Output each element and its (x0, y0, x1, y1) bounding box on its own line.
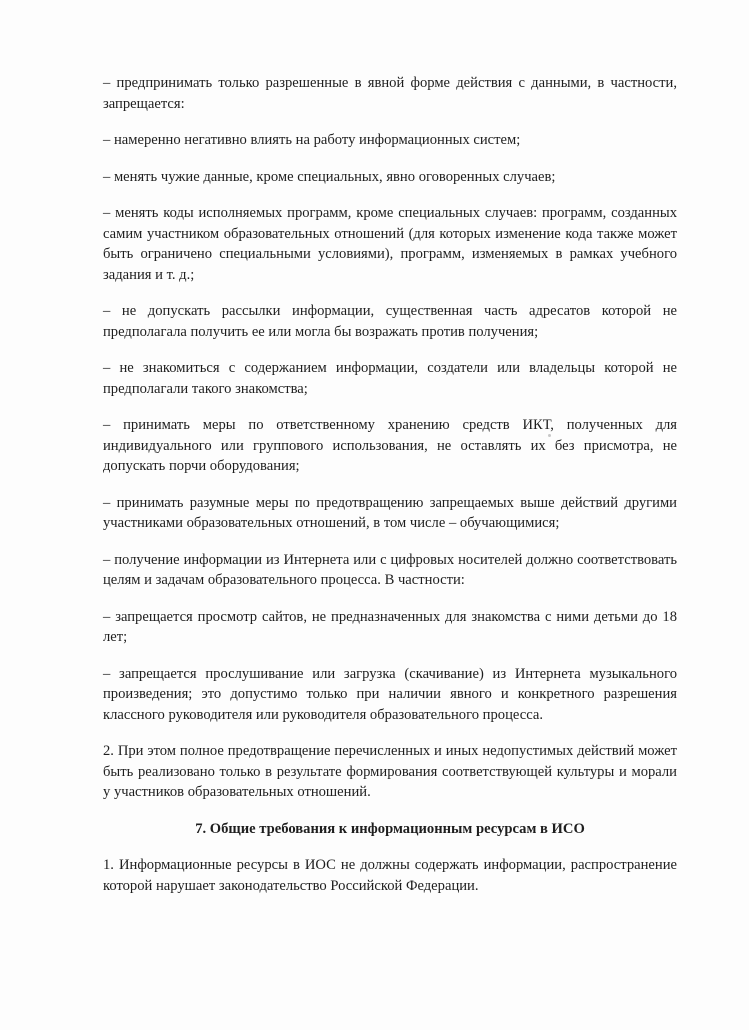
paragraph-10: – запрещается просмотр сайтов, не предназначенных для знакомства с ними детьми до 18 лет; (103, 608, 677, 645)
paragraph-11: – запрещается прослушивание или загрузка (скачивание) из Интернета музыкального произведения; это допустимо только при наличии явного и конкретного разрешения классного руководителя или руководителя образовательного процесса. (103, 665, 677, 723)
paragraph-3: – менять чужие данные, кроме специальных, явно оговоренных случаев; (103, 168, 556, 185)
paragraph-9: – получение информации из Интернета или с цифровых носителей должно соответствовать целям и задачам образовательного процесса. В частности: (103, 551, 677, 588)
scan-speck (548, 434, 551, 437)
paragraph-7: – принимать меры по ответственному хранению средств ИКТ, полученных для индивидуального или группового использования, не оставлять их без присмотра, не допускать порчи оборудования; (103, 417, 677, 474)
paragraph-8: – принимать разумные меры по предотвращению запрещаемых выше действий другими участниками образовательных отношений, в том числе – обучающимися; (103, 494, 677, 531)
paragraph-12: 2. При этом полное предотвращение перечисленных и иных недопустимых действий может быть реализовано только в результате формирования соответствующей культуры и морали у участников образовательных отношений. (103, 743, 677, 800)
paragraph-4: – менять коды исполняемых программ, кроме специальных случаев: программ, созданных самим участником образовательных отношений (для которых изменение кода также может быть ограничено специальными условиями), программ, изменяемых в рамках учебного задания и т. д.; (103, 205, 677, 283)
section-heading: 7. Общие требования к информационным ресурсам в ИСО (195, 820, 585, 837)
paragraph-5: – не допускать рассылки информации, существенная часть адресатов которой не предполагала получить ее или могла бы возражать против получения; (103, 303, 677, 340)
paragraph-6: – не знакомиться с содержанием информации, создатели или владельцы которой не предполагали такого знакомства; (103, 360, 677, 397)
section-paragraph-1: 1. Информационные ресурсы в ИОС не должны содержать информации, распространение которой нарушает законодательство Российской Федерации. (103, 857, 677, 894)
paragraph-1: – предпринимать только разрешенные в явной форме действия с данными, в частности, запрещается: (103, 75, 677, 112)
paragraph-2: – намеренно негативно влиять на работу информационных систем; (103, 132, 521, 148)
document-body (103, 73, 677, 912)
